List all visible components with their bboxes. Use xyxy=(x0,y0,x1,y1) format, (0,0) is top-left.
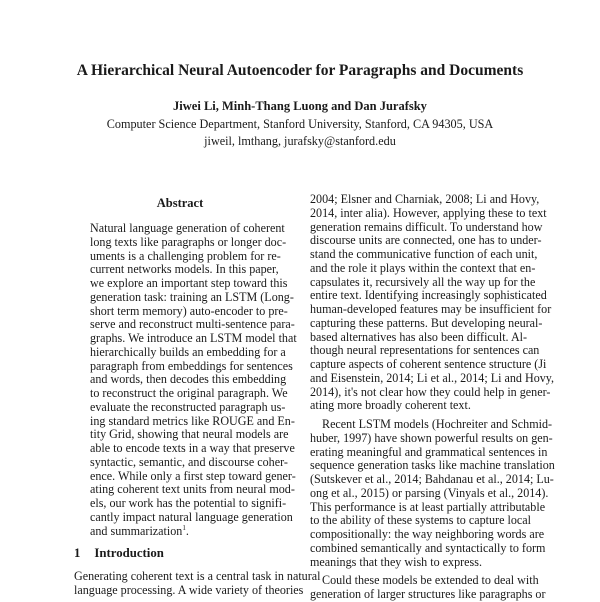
authors: Jiwei Li, Minh-Thang Luong and Dan Jurafsky xyxy=(173,99,427,113)
abstract-heading: Abstract xyxy=(156,196,204,210)
text-line: and words, then decodes this embedding xyxy=(90,372,287,387)
section-title: Introduction xyxy=(94,546,164,560)
text-line: cantly impact natural language generation xyxy=(90,509,293,524)
intro-left-column xyxy=(74,569,321,598)
text-line: and Eisenstein, 2014; Li et al., 2014; Li and Hovy, xyxy=(310,370,555,385)
text-line: stand the communicative function of each unit, xyxy=(310,247,538,261)
text-line: and the role it plays within the context that en- xyxy=(310,260,536,275)
text-line: (Sutskever et al., 2014; Bahdanau et al., 2014; Lu- xyxy=(310,472,554,486)
text-line: we explore an important step toward this xyxy=(90,276,288,290)
text-line: tity Grid, showing that neural models are xyxy=(90,427,289,442)
email: jiweil, lmthang, jurafsky@stanford.edu xyxy=(204,134,396,148)
text-line: meanings that they wish to express. xyxy=(310,554,482,569)
text-line: capturing these patterns. But developing neural- xyxy=(310,315,543,330)
text-line: to the ability of these systems to capture local xyxy=(310,513,531,528)
text-line: Recent LSTM models (Hochreiter and Schmid- xyxy=(322,417,553,431)
text-line: els, our work has the potential to signifi- xyxy=(90,496,287,510)
text-line: current networks models. In this paper, xyxy=(90,262,279,277)
text-line: entire text. Identifying increasingly sophisticated xyxy=(310,288,547,303)
text-line: 2004; Elsner and Charniak, 2008; Li and Hovy, xyxy=(310,192,540,206)
text-line: generation task: training an LSTM (Long- xyxy=(90,289,294,304)
footnote-mark: 1 xyxy=(182,523,186,532)
text-line: huber, 1997) have shown powerful results on gen- xyxy=(310,430,553,445)
text-line: short term memory) auto-encoder to pre- xyxy=(90,303,288,318)
text-line: compositionally: the way neighboring words are xyxy=(310,527,545,541)
text-line: ing standard metrics like ROUGE and En- xyxy=(90,413,295,428)
text-line xyxy=(90,525,278,539)
text-line: human-developed features may be insufficient for xyxy=(310,302,552,316)
text-line: language processing. A wide variety of theories xyxy=(74,582,304,597)
text-line: ence. While only a first step toward gener- xyxy=(90,468,296,483)
section-number: 1 xyxy=(74,546,81,560)
text-line: ating coherent text units from neural mod- xyxy=(90,482,295,497)
text-line: erating meaningful and grammatical sentences in xyxy=(310,444,548,459)
abstract-body xyxy=(90,221,297,538)
text-line: capture aspects of coherent sentence structure (Ji xyxy=(310,357,547,371)
text-line: generation of larger structures like paragraphs or xyxy=(310,587,546,601)
text-line: though neural representations for sentences can xyxy=(310,343,540,358)
text-line: 2014, inter alia). However, applying these to text xyxy=(310,205,547,220)
text-line: capsulates it, recursively all the way up for the xyxy=(310,274,536,289)
text-fragment: . xyxy=(185,523,189,538)
text-line: sequence generation tasks like machine translation xyxy=(310,458,555,473)
text-line: Natural language generation of coherent xyxy=(90,221,285,235)
paper-title: A Hierarchical Neural Autoencoder for Paragraphs and Documents xyxy=(76,62,524,79)
text-line: This performance is at least partially attributable xyxy=(310,499,546,514)
text-line: ating more broadly coherent text. xyxy=(310,398,471,413)
affiliation: Computer Science Department, Stanford University, Stanford, CA 94305, USA xyxy=(106,117,494,131)
text-line: syntactic, semantic, and discourse coher- xyxy=(90,454,288,469)
text-line: ong et al., 2015) or parsing (Vinyals et al., 2014). xyxy=(310,485,549,500)
text-line: to reconstruct the original paragraph. We xyxy=(90,386,288,400)
text-line: hierarchically builds an embedding for a xyxy=(90,344,286,359)
text-line: graphs. We introduce an LSTM model that xyxy=(90,331,297,345)
text-line: generation remains difficult. To understand how xyxy=(310,219,543,234)
text-line: paragraph from embeddings for sentences xyxy=(90,358,293,373)
text-line: serve and reconstruct multi-sentence para- xyxy=(90,317,295,332)
text-line: Could these models be extended to deal with xyxy=(322,573,539,588)
section-heading-introduction xyxy=(74,546,164,561)
text-line: long texts like paragraphs or longer doc- xyxy=(90,234,287,249)
text-line: able to encode texts in a way that preserve xyxy=(90,441,295,455)
text-line: combined semantically and syntactically to form xyxy=(310,540,546,555)
text-line: discourse units are connected, one has to under- xyxy=(310,233,542,248)
text-line: evaluate the reconstructed paragraph us- xyxy=(90,399,286,414)
text-line: uments is a challenging problem for re- xyxy=(90,248,281,263)
text-line: 2014), it's not clear how they could help in gener- xyxy=(310,384,551,399)
text-line: based alternatives has also been difficult. Al- xyxy=(310,329,528,344)
text-line: Generating coherent text is a central task in natural xyxy=(74,569,321,583)
right-column xyxy=(310,192,555,602)
text-fragment: and summarization xyxy=(90,523,183,538)
